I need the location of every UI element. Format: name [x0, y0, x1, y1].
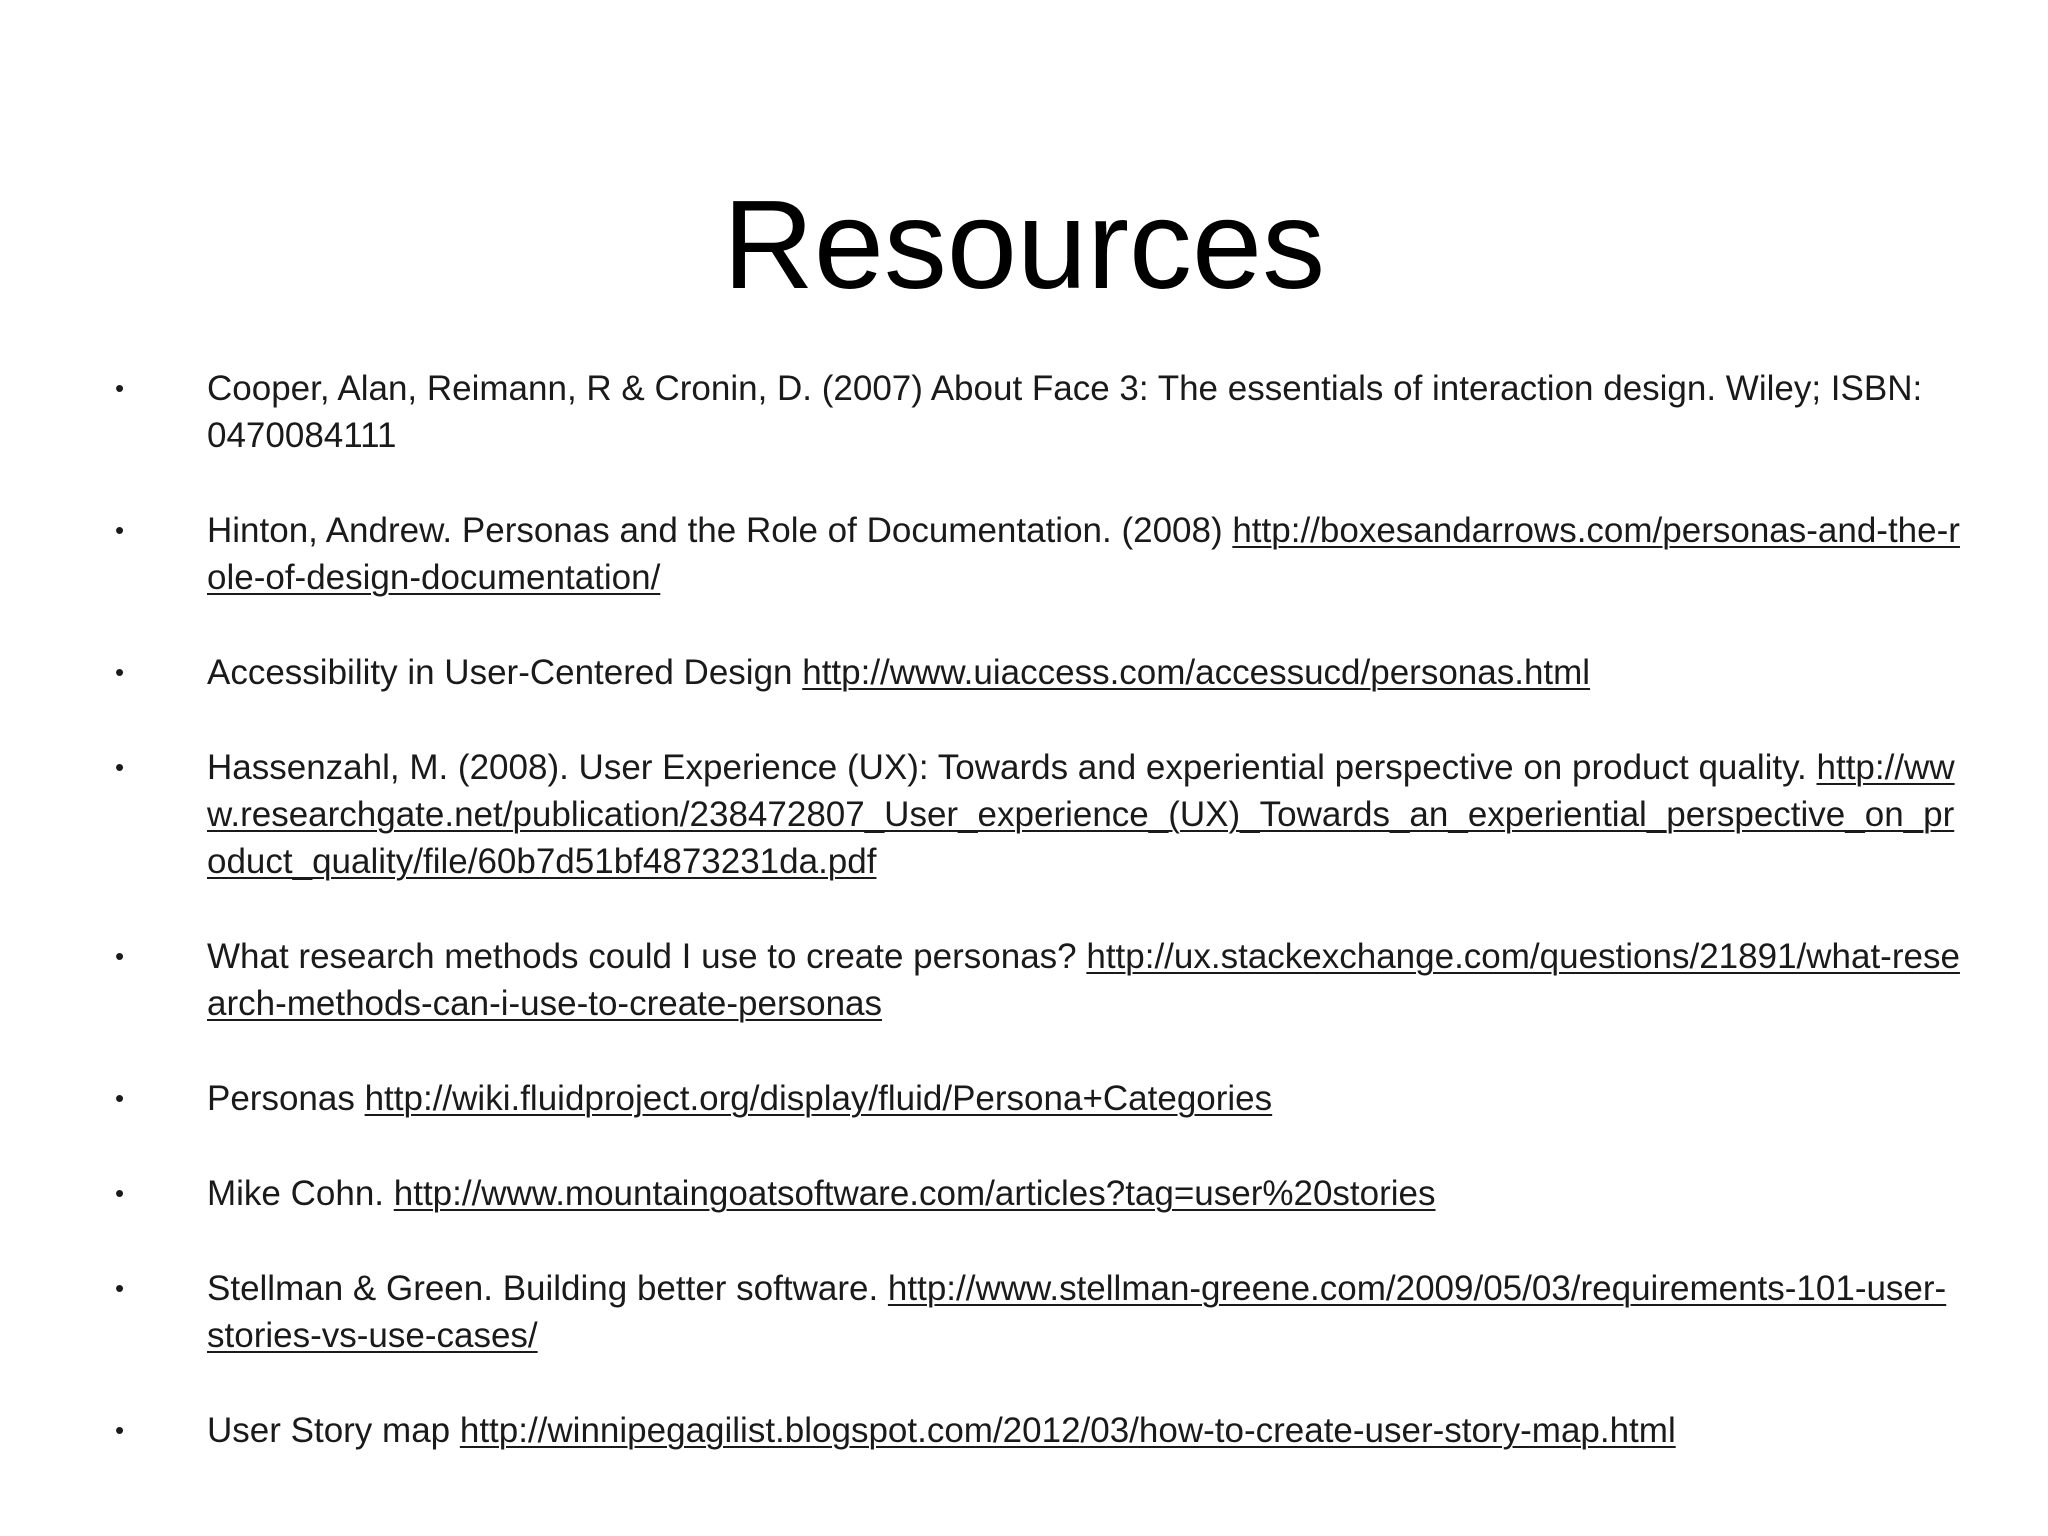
list-item: [110, 1407, 1960, 1454]
resource-link[interactable]: http://wiki.fluidproject.org/display/fluid/Persona+Categories: [364, 1079, 1273, 1118]
resource-list: [110, 365, 1960, 1502]
bullet-icon: •: [115, 752, 125, 782]
bullet-icon: •: [115, 1083, 125, 1113]
resource-text: Accessibility in User-Centered Design: [207, 653, 803, 692]
bullet-icon: •: [115, 1273, 125, 1303]
list-item: [110, 649, 1960, 696]
resource-link[interactable]: http://winnipegagilist.blogspot.com/2012/03/how-to-create-user-story-map.html: [459, 1411, 1676, 1450]
resource-text: Hinton, Andrew. Personas and the Role of Documentation. (2008): [207, 511, 1233, 550]
resource-text: Cooper, Alan, Reimann, R & Cronin, D. (2007) About Face 3: The essentials of interaction design. Wiley; ISBN: 0470084111: [207, 369, 1923, 455]
bullet-icon: •: [115, 1415, 125, 1445]
resource-text: What research methods could I use to create personas?: [207, 937, 1087, 976]
list-item: [110, 1265, 1960, 1359]
bullet-icon: •: [115, 657, 125, 687]
bullet-icon: •: [115, 941, 125, 971]
list-item: [110, 933, 1960, 1027]
bullet-icon: •: [115, 1178, 125, 1208]
resource-text: Stellman & Green. Building better software.: [207, 1269, 888, 1308]
resource-text: Personas: [207, 1079, 365, 1118]
resource-link[interactable]: http://boxesandarrows.com/personas-and-the-role-of-design-documentation/: [207, 511, 1960, 597]
list-item: [110, 507, 1960, 601]
resource-link[interactable]: http://www.uiaccess.com/accessucd/personas.html: [802, 653, 1591, 692]
list-item: [110, 1075, 1960, 1122]
page-title: Resources: [722, 174, 1326, 315]
resource-link[interactable]: http://www.researchgate.net/publication/238472807_User_experience_(UX)_Towards_an_experiential_perspective_on_product_quality/file/60b7d51bf4873231da.pdf: [207, 748, 1955, 881]
list-item: [110, 744, 1960, 885]
resource-text: User Story map: [207, 1411, 460, 1450]
resource-link[interactable]: http://www.mountaingoatsoftware.com/articles?tag=user%20stories: [393, 1174, 1436, 1213]
resource-link[interactable]: http://www.stellman-greene.com/2009/05/03/requirements-101-user-stories-vs-use-cases/: [207, 1269, 1947, 1355]
list-item: [110, 365, 1960, 459]
resource-text: Mike Cohn.: [207, 1174, 394, 1213]
resource-link[interactable]: http://ux.stackexchange.com/questions/21891/what-research-methods-can-i-use-to-create-personas: [207, 937, 1960, 1023]
resource-text: Hassenzahl, M. (2008). User Experience (UX): Towards and experiential perspective on product quality.: [207, 748, 1817, 787]
bullet-icon: •: [115, 515, 125, 545]
bullet-icon: •: [115, 373, 125, 403]
list-item: [110, 1170, 1960, 1217]
